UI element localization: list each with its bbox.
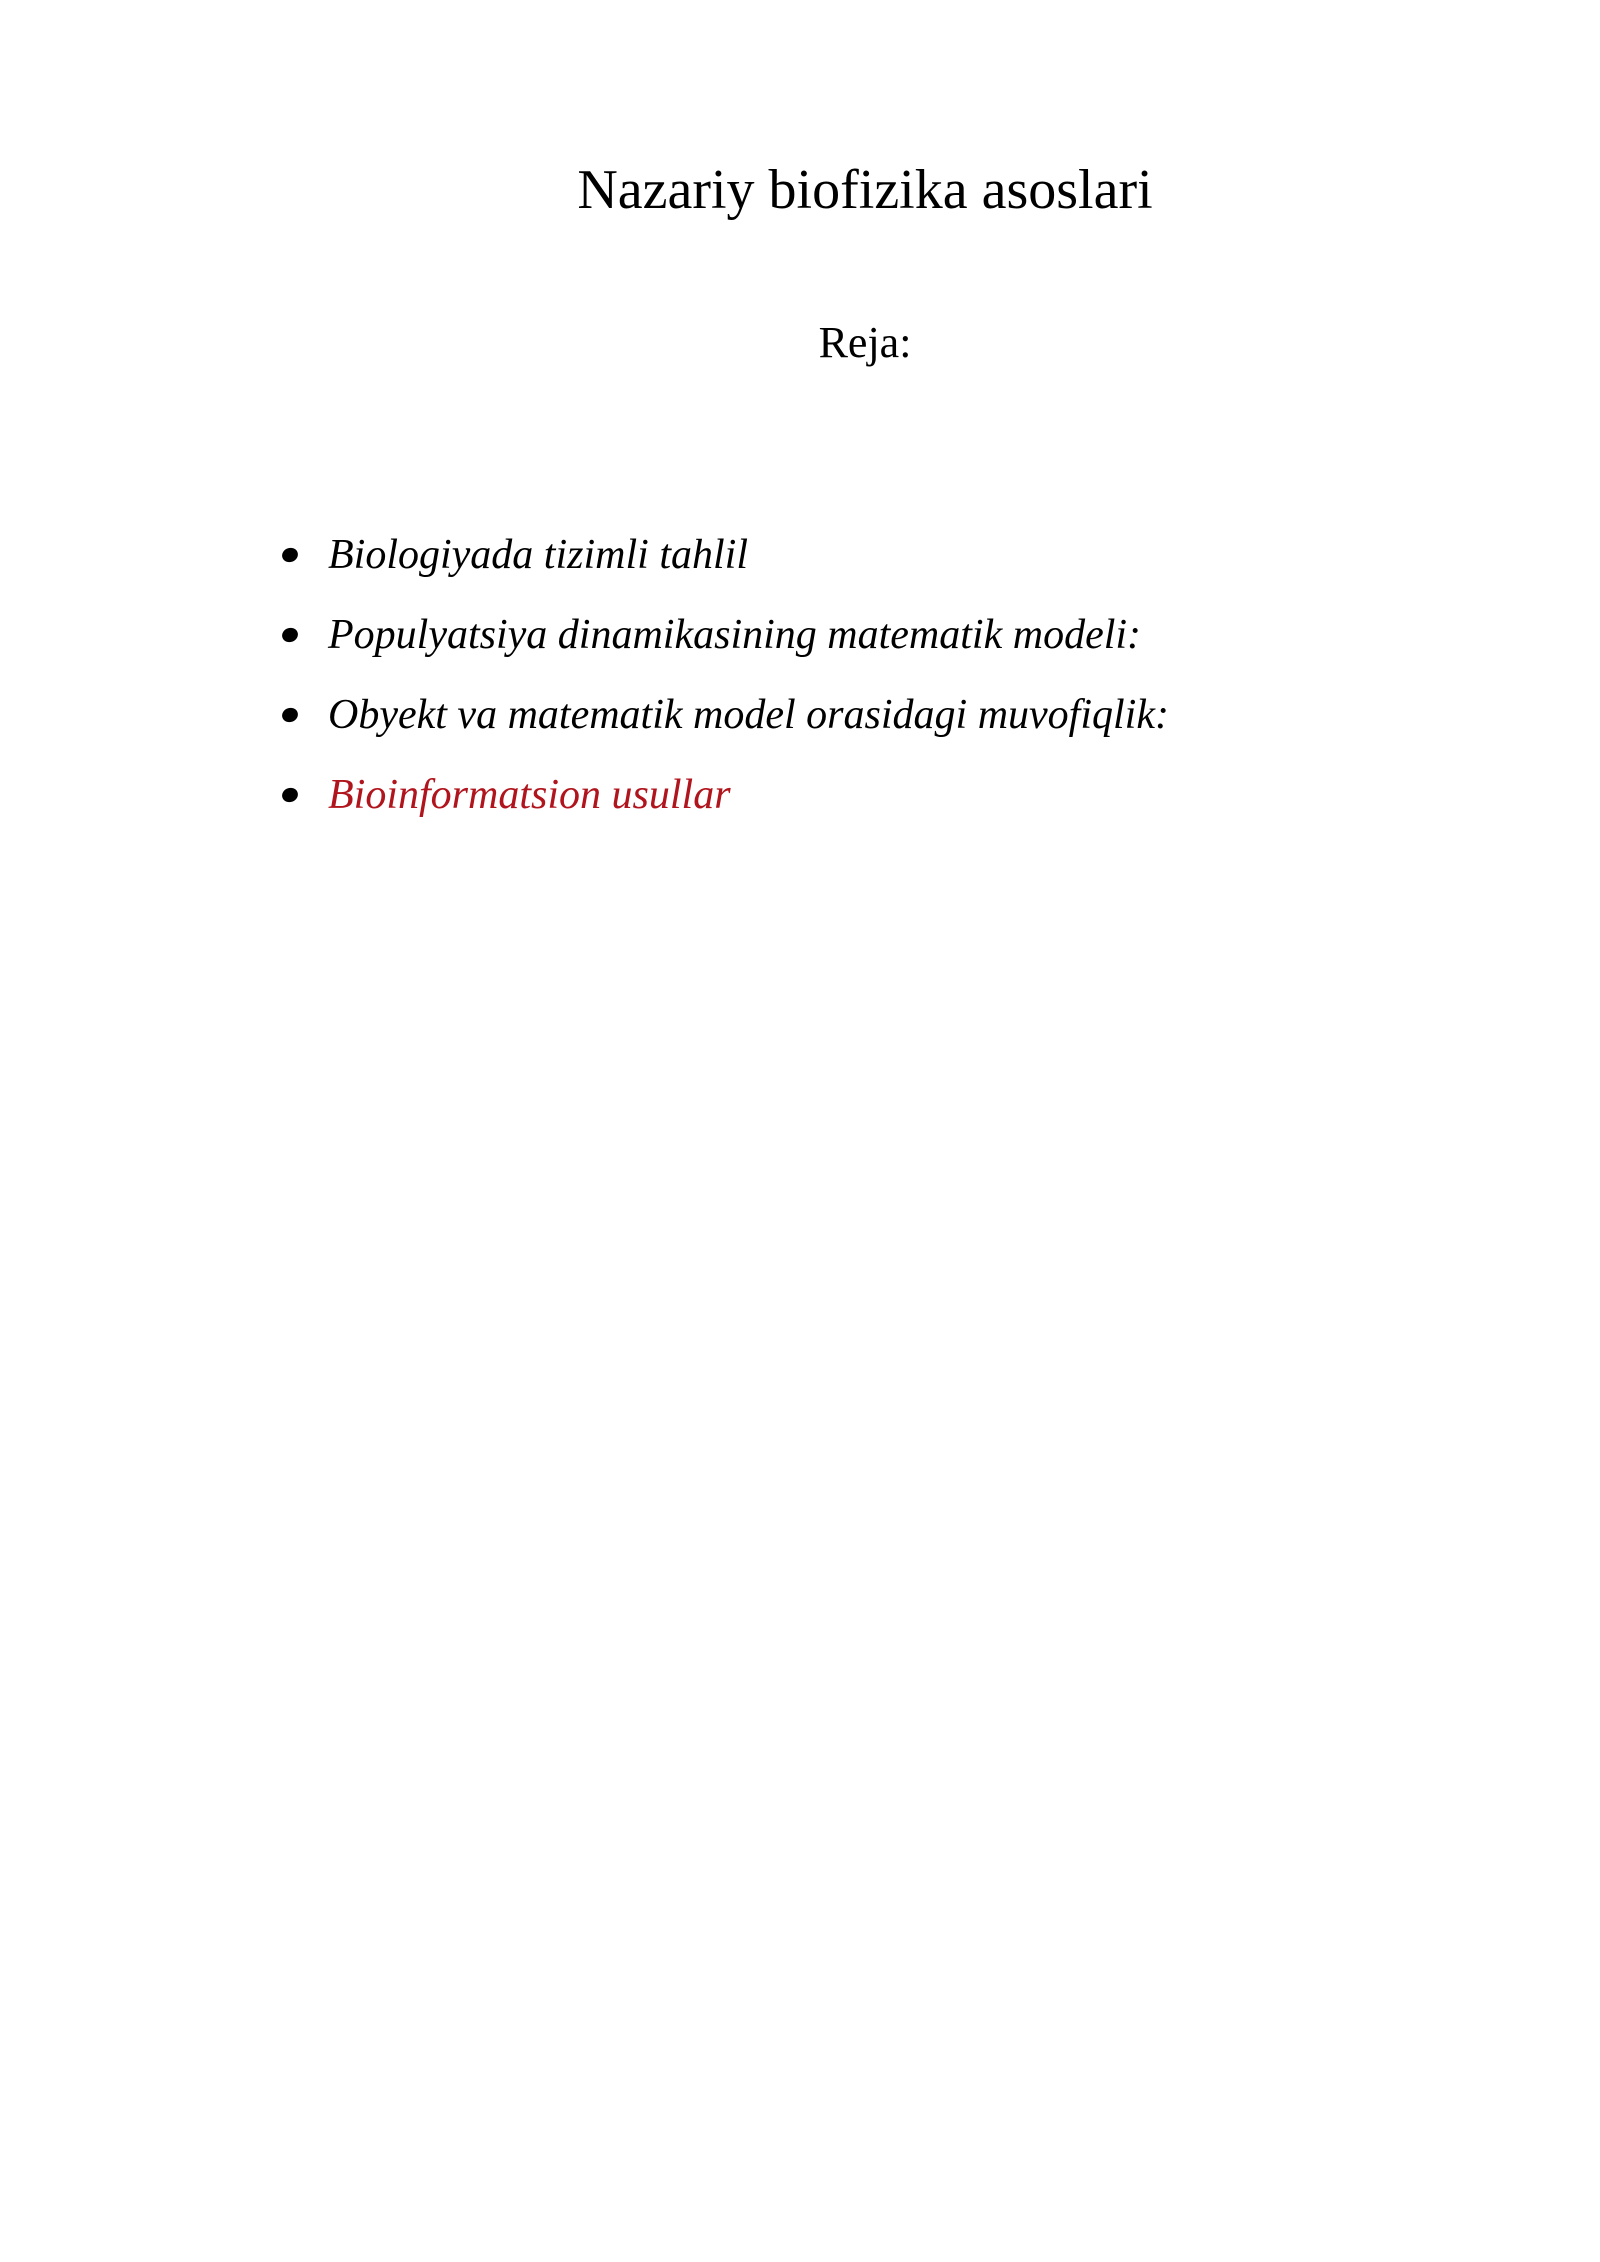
plan-heading: Reja: [818, 318, 912, 367]
plan-item-text: Bioinformatsion usullar [328, 772, 731, 818]
plan-item-text: Populyatsiya dinamikasining matematik modeli: [328, 612, 1142, 658]
bullet-icon [280, 706, 300, 725]
bullet-icon [280, 626, 300, 645]
bullet-icon [280, 786, 300, 805]
plan-item-text: Biologiyada tizimli tahlil [328, 532, 748, 578]
bullet-icon [280, 546, 300, 565]
document-title: Nazariy biofizika asoslari [577, 159, 1153, 221]
plan-item-text: Obyekt va matematik model orasidagi muvofiqlik: [328, 692, 1169, 738]
